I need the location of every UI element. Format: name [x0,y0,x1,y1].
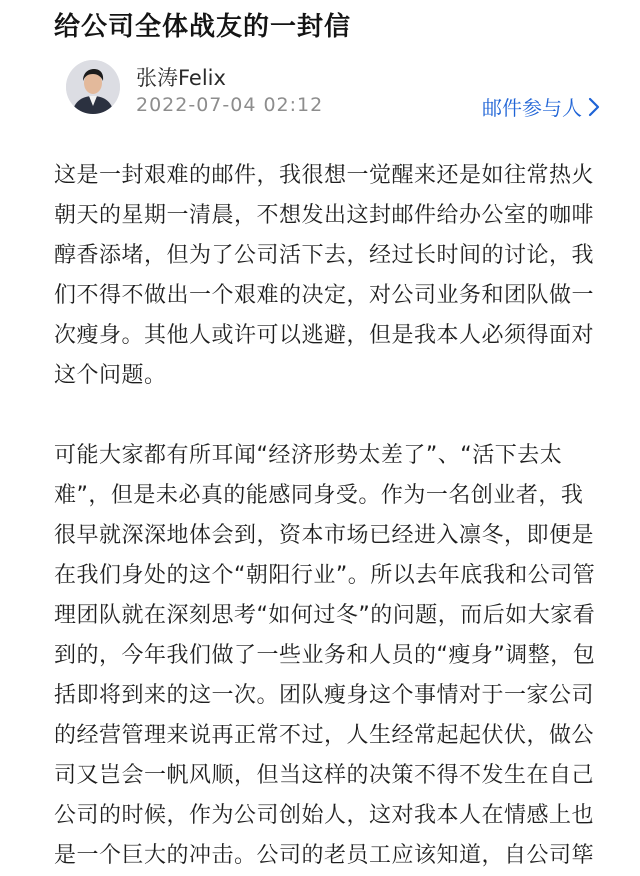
body-paragraph: 可能大家都有所耳闻“经济形势太差了”、“活下去太难”，但是未必真的能感同身受。作为一名创业者，我很早就深深地体会到，资本市场已经进入凛冬，即便是在我们身处的这个“朝阳行业”。所以去年底我和公司管理团队就在深刻思考“如何过冬”的问题，而后如大家看到的，今年我们做了一些业务和人员的“瘦身”调整，包括即将到来的这一次。团队瘦身这个事情对于一家公司的经营管理来说再正常不过，人生经常起起伏伏，做公司又岂会一帆风顺，但当这样的决策不得不发生在自己公司的时候，作为公司创始人，这对我本人在情感上也是一个巨大的冲击。公司的老员工应该知道，自公司筚 [54,443,596,868]
chevron-right-icon [588,97,600,117]
participants-link[interactable] [482,92,600,121]
sent-timestamp: 2022-07-04 02:12 [136,94,324,116]
email-body [54,156,596,876]
email-title: 给公司全体战友的一封信 [54,12,352,42]
avatar-portrait-icon [66,60,120,114]
sender-name: 张涛Felix [136,66,226,90]
sender-avatar[interactable] [66,60,120,114]
sender-header [54,60,600,120]
participants-label: 邮件参与人 [482,96,582,120]
body-paragraph: 这是一封艰难的邮件，我很想一觉醒来还是如往常热火朝天的星期一清晨，不想发出这封邮件给办公室的咖啡醇香添堵，但为了公司活下去，经过长时间的讨论，我们不得不做出一个艰难的决定，对公司业务和团队做一次瘦身。其他人或许可以逃避，但是我本人必须得面对这个问题。 [54,163,595,388]
